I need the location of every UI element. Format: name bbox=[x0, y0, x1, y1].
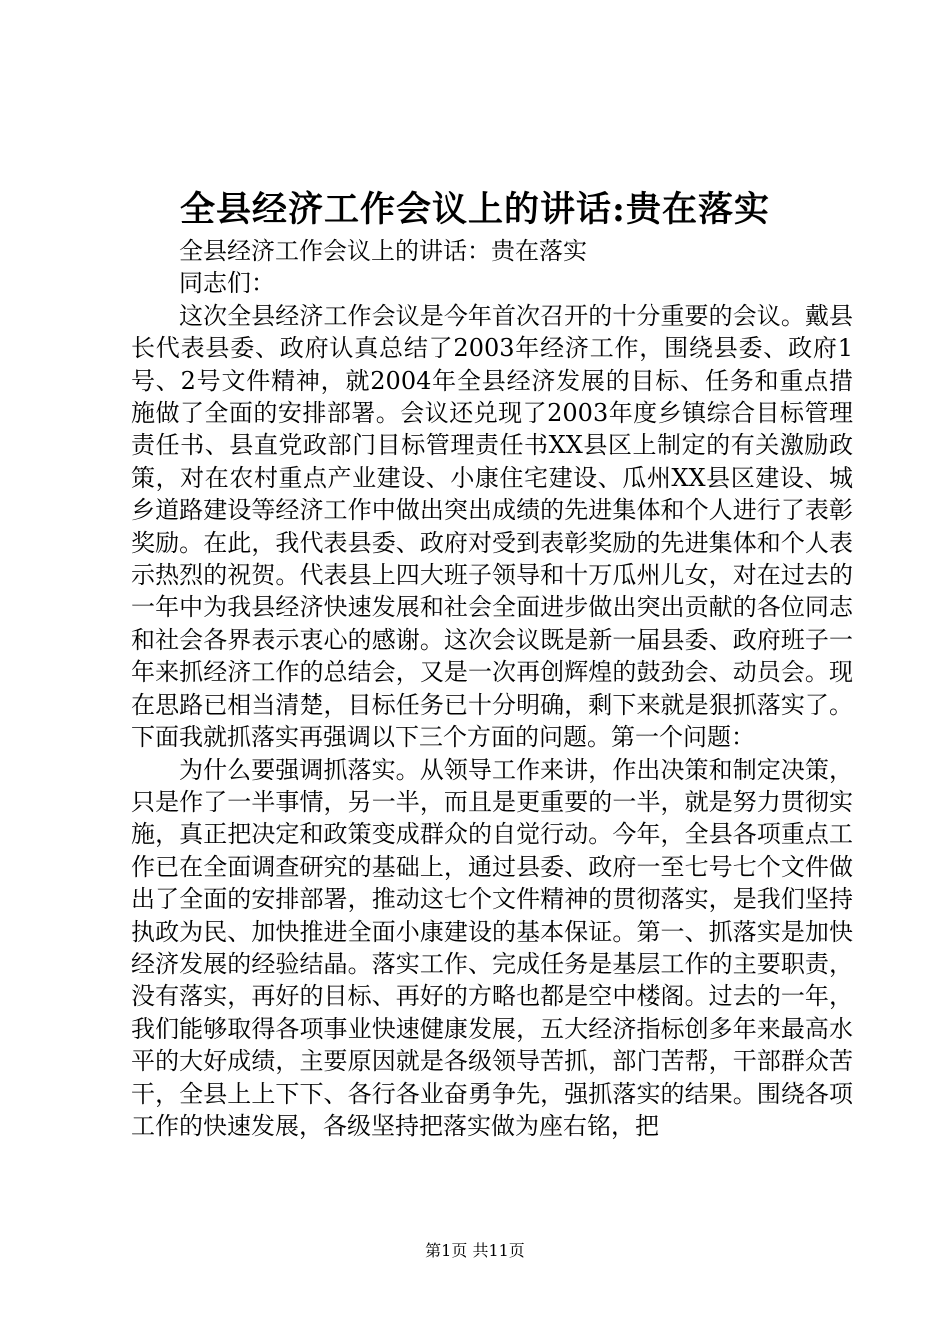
document-title: 全县经济工作会议上的讲话:贵在落实 bbox=[180, 189, 770, 230]
paragraph-subtitle: 全县经济工作会议上的讲话：贵在落实 bbox=[179, 237, 587, 265]
paragraph-salutation: 同志们： bbox=[179, 269, 275, 298]
paragraph-body: 为什么要强调抓落实。从领导工作来讲，作出决策和制定决策，只是作了一半事情，另一半，而且是更重要的一半，就是努力贯彻实施，真正把决定和政策变成群众的自觉行动。今年，全县各项重点工作已在全面调查研究的基础上，通过县委、政府一至七号七个文件做出了全面的安排部署，推动这七个文件精神的贯彻落实，是我们坚持执政为民、加快推进全面小康建设的基本保证。第一、抓落实是加快经济发展的经验结晶。落实工作、完成任务是基层工作的主要职责，没有落实，再好的目标、再好的方略也都是空中楼阁。过去的一年，我们能够取得各项事业快速健康发展，五大经济指标创多年来最高水平的大好成绩，主要原因就是各级领导苦抓，部门苦帮，干部群众苦干，全县上上下下、各行各业奋勇争先，强抓落实的结果。围绕各项工作的快速发展，各级坚持把落实做为座右铭，把 bbox=[131, 755, 853, 1140]
paragraph-body: 这次全县经济工作会议是今年首次召开的十分重要的会议。戴县长代表县委、政府认真总结了2003年经济工作，围绕县委、政府1号、2号文件精神，就2004年全县经济发展的目标、任务和重点措施做了全面的安排部署。会议还兑现了2003年度乡镇综合目标管理责任书、县直党政部门目标管理责任书XX县区上制定的有关激励政策，对在农村重点产业建设、小康住宅建设、瓜州XX县区建设、城乡道路建设等经济工作中做出突出成绩的先进集体和个人进行了表彰奖励。在此，我代表县委、政府对受到表彰奖励的先进集体和个人表示热烈的祝贺。代表县上四大班子领导和十万瓜州儿女，对在过去的一年中为我县经济快速发展和社会全面进步做出突出贡献的各位同志和社会各界表示衷心的感谢。这次会议既是新一届县委、政府班子一年来抓经济工作的总结会，又是一次再创辉煌的鼓劲会、动员会。现在思路已相当清楚，目标任务已十分明确，剩下来就是狠抓落实了。下面我就抓落实再强调以下三个方面的问题。第一个问题： bbox=[131, 301, 853, 752]
page-footer: 第1页 共11页 bbox=[425, 1241, 525, 1260]
document-body bbox=[131, 235, 853, 1142]
